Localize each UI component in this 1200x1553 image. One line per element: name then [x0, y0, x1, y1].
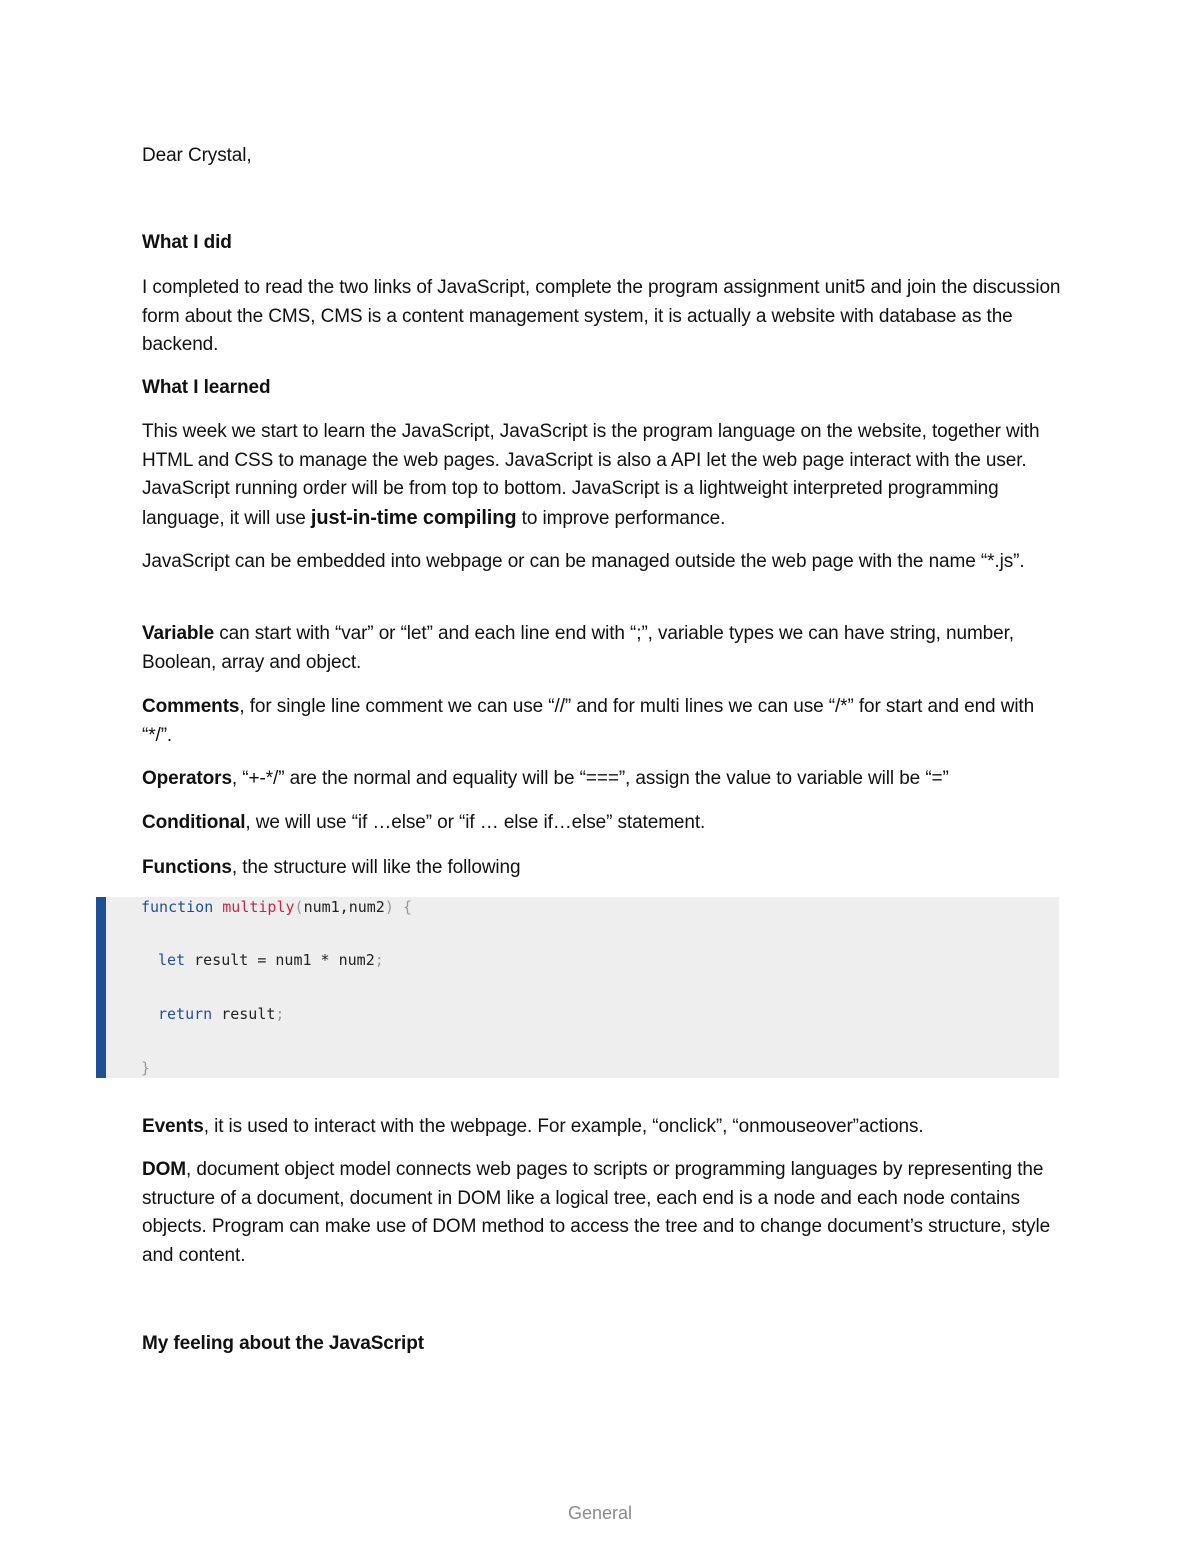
functions-text: , the structure will like the following — [231, 857, 521, 878]
code-keyword-return: return — [158, 1005, 213, 1023]
operators-text: , “+-*/” are the normal and equality will be “===”, assign the value to variable will be “=” — [231, 768, 949, 789]
functions-paragraph — [142, 854, 1062, 883]
code-semicolon-1: ; — [374, 951, 384, 969]
operators-paragraph — [142, 765, 1062, 794]
what-i-did-heading: What I did — [142, 232, 232, 253]
functions-term: Functions — [142, 857, 232, 878]
code-args: num1,num2 — [303, 898, 385, 916]
events-term: Events — [142, 1116, 204, 1137]
what-i-did-paragraph: I completed to read the two links of JavaScript, complete the program assignment unit5 and join the discussion form about the CMS, CMS is a content management system, it is actually a website with database as the backend. — [142, 277, 1061, 355]
comments-term: Comments — [142, 696, 240, 717]
code-keyword-function: function — [141, 898, 214, 916]
code-line-1 — [141, 897, 412, 917]
events-paragraph — [142, 1113, 1062, 1142]
code-block-accent-bar — [96, 897, 106, 1078]
footer-label: General — [567, 1503, 633, 1523]
dom-paragraph — [142, 1156, 1062, 1270]
dom-term: DOM — [142, 1159, 187, 1180]
code-function-name: multiply — [222, 898, 295, 916]
conditional-term: Conditional — [142, 812, 246, 833]
embedding-paragraph: JavaScript can be embedded into webpage or can be managed outside the web page with the name “*.js”. — [142, 551, 1025, 572]
comments-paragraph — [142, 693, 1062, 750]
conditional-text: , we will use “if …else” or “if … else if…else” statement. — [245, 812, 706, 833]
conditional-paragraph — [142, 809, 1062, 838]
variable-paragraph — [142, 620, 1062, 677]
code-return-statement: result — [212, 1005, 276, 1023]
code-semicolon-2: ; — [275, 1005, 285, 1023]
code-let-statement: result = num1 * num2 — [185, 951, 375, 969]
events-text: , it is used to interact with the webpage. For example, “onclick”, “onmouseover”actions. — [203, 1116, 924, 1137]
intro-paragraph — [142, 418, 1062, 533]
my-feeling-heading: My feeling about the JavaScript — [142, 1333, 424, 1354]
what-i-learned-heading: What I learned — [142, 377, 271, 398]
comments-text: , for single line comment we can use “//” and for multi lines we can use “/*” for start and end with “*/”. — [142, 696, 1035, 746]
jit-emphasis: just-in-time compiling — [310, 506, 517, 529]
variable-term: Variable — [142, 623, 215, 644]
code-line-3 — [158, 1004, 284, 1024]
code-block — [96, 897, 1059, 1078]
code-line-4: } — [141, 1059, 151, 1077]
greeting: Dear Crystal, — [142, 145, 252, 166]
code-keyword-let: let — [158, 951, 186, 969]
operators-term: Operators — [142, 768, 232, 789]
variable-text: can start with “var” or “let” and each line end with “;”, variable types we can have string, number, Boolean, array and object. — [142, 623, 1014, 673]
intro-text-after: to improve performance. — [516, 507, 726, 529]
intro-text-before: This week we start to learn the JavaScript, JavaScript is the program language on the website, together with HTML and CSS to manage the web pages. JavaScript is also a API let the web page interact with the user. JavaScript running order will be from top to bottom. JavaScript is a lightweight interpreted programming language, it will use — [142, 421, 1040, 529]
code-paren-open: ( — [294, 898, 304, 916]
code-line-2 — [158, 950, 384, 970]
dom-text: , document object model connects web pages to scripts or programming languages by representing the structure of a document, document in DOM like a logical tree, each end is a node and each node contains objects. Program can make use of DOM method to access the tree and to change document’s structure, style and content. — [142, 1159, 1051, 1266]
code-paren-close: ) { — [384, 898, 412, 916]
